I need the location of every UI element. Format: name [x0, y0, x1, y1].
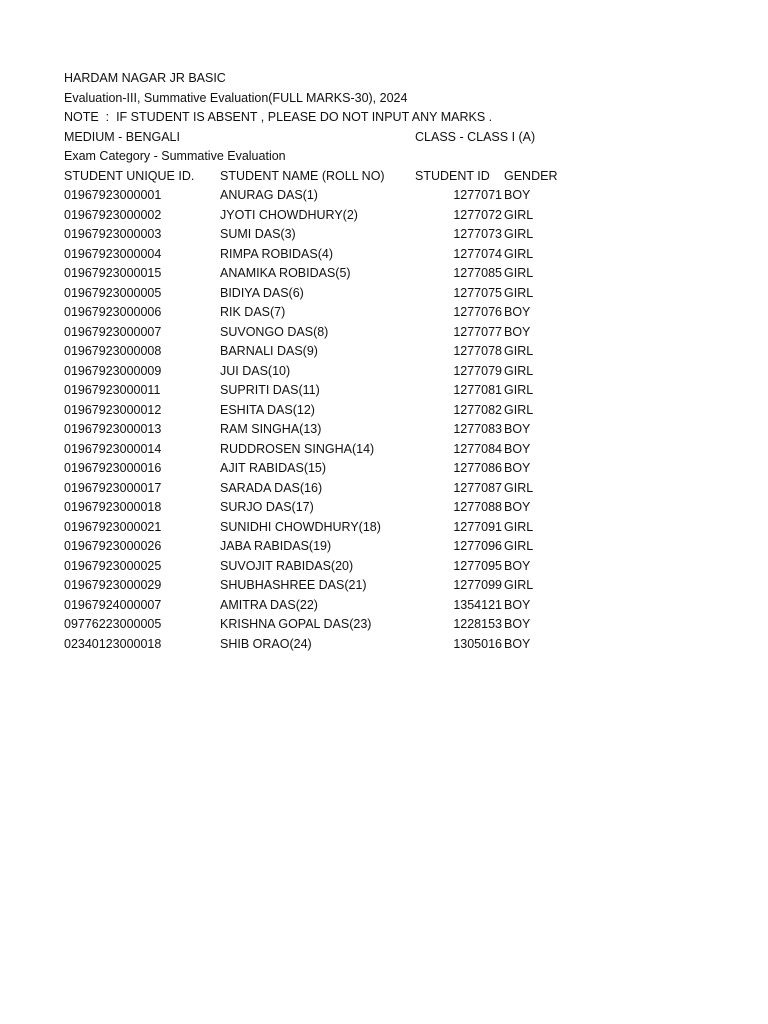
student-name: RIK DAS(7) — [220, 305, 286, 319]
column-header-unique-id: STUDENT UNIQUE ID. — [64, 168, 195, 183]
student-name: SUVONGO DAS(8) — [220, 324, 329, 339]
table-row — [64, 245, 624, 265]
absent-note: NOTE : IF STUDENT IS ABSENT , PLEASE DO NOT INPUT ANY MARKS . — [64, 110, 493, 124]
student-name: SHIB ORAO(24) — [220, 636, 312, 651]
table-row — [64, 206, 624, 226]
student-gender: BOY — [504, 461, 531, 475]
school-name-row — [64, 69, 624, 89]
column-header-student-name: STUDENT NAME (ROLL NO) — [220, 168, 385, 183]
student-id: 1277096 — [453, 539, 502, 553]
column-header-gender: GENDER — [504, 168, 558, 183]
student-name: KRISHNA GOPAL DAS(23) — [220, 617, 372, 631]
student-name: SUPRITI DAS(11) — [220, 383, 320, 397]
table-row — [64, 186, 624, 206]
note-row — [64, 108, 624, 128]
student-unique-id: 09776223000005 — [64, 617, 162, 631]
table-row — [64, 615, 624, 635]
student-name: AMITRA DAS(22) — [220, 597, 318, 612]
student-unique-id: 01967923000002 — [64, 207, 162, 222]
medium-class-row — [64, 128, 624, 148]
student-gender: BOY — [504, 597, 531, 612]
student-gender: BOY — [504, 617, 531, 631]
student-name: SARADA DAS(16) — [220, 480, 323, 495]
student-gender: GIRL — [504, 578, 534, 592]
student-id: 1277076 — [453, 305, 502, 319]
table-row — [64, 225, 624, 245]
table-row — [64, 342, 624, 362]
student-name: SUVOJIT RABIDAS(20) — [220, 558, 354, 573]
student-id: 1277074 — [453, 246, 502, 261]
student-unique-id: 01967923000026 — [64, 539, 162, 553]
student-unique-id: 01967923000005 — [64, 285, 162, 300]
student-gender: GIRL — [504, 363, 534, 378]
student-gender: BOY — [504, 188, 531, 202]
student-unique-id: 01967923000015 — [64, 266, 162, 280]
student-id: 1305016 — [453, 636, 502, 651]
student-id: 1228153 — [453, 617, 502, 631]
student-id: 1277081 — [453, 383, 502, 397]
student-id: 1277091 — [453, 519, 502, 534]
student-id: 1277077 — [453, 324, 502, 339]
column-header-student-id: STUDENT ID — [415, 168, 490, 183]
table-row — [64, 440, 624, 460]
student-gender: GIRL — [504, 539, 534, 553]
student-gender: GIRL — [504, 246, 534, 261]
table-row — [64, 264, 624, 284]
student-gender: GIRL — [504, 227, 534, 241]
student-name: BIDIYA DAS(6) — [220, 285, 304, 300]
class-label: CLASS - CLASS I (A) — [415, 129, 536, 144]
student-unique-id: 01967923000025 — [64, 558, 162, 573]
student-id: 1277084 — [453, 441, 502, 456]
student-unique-id: 01967923000011 — [64, 383, 161, 397]
student-id: 1277085 — [453, 266, 502, 280]
table-row — [64, 576, 624, 596]
student-name: RUDDROSEN SINGHA(14) — [220, 441, 375, 456]
student-id: 1277082 — [453, 402, 502, 417]
student-id: 1277075 — [453, 285, 502, 300]
student-name: ANAMIKA ROBIDAS(5) — [220, 266, 351, 280]
student-gender: GIRL — [504, 519, 534, 534]
student-name: RAM SINGHA(13) — [220, 422, 322, 436]
student-unique-id: 01967923000013 — [64, 422, 162, 436]
student-id: 1277083 — [453, 422, 502, 436]
student-id: 1277087 — [453, 480, 502, 495]
student-gender: GIRL — [504, 207, 534, 222]
student-name: JYOTI CHOWDHURY(2) — [220, 207, 358, 222]
student-unique-id: 01967923000008 — [64, 344, 162, 358]
table-row — [64, 420, 624, 440]
student-unique-id: 01967923000001 — [64, 188, 162, 202]
medium-label: MEDIUM - BENGALI — [64, 129, 180, 144]
student-unique-id: 01967923000029 — [64, 578, 162, 592]
student-name: AJIT RABIDAS(15) — [220, 461, 327, 475]
table-row — [64, 401, 624, 421]
student-name: SUNIDHI CHOWDHURY(18) — [220, 519, 381, 534]
table-row — [64, 303, 624, 323]
student-gender: GIRL — [504, 344, 534, 358]
student-unique-id: 01967923000012 — [64, 402, 162, 417]
student-unique-id: 01967923000017 — [64, 480, 162, 495]
table-row — [64, 323, 624, 343]
student-unique-id: 01967923000004 — [64, 246, 162, 261]
student-name: JUI DAS(10) — [220, 363, 291, 378]
student-unique-id: 02340123000018 — [64, 636, 162, 651]
student-gender: GIRL — [504, 266, 534, 280]
student-id: 1277073 — [453, 227, 502, 241]
exam-category-row — [64, 147, 624, 167]
student-unique-id: 01967923000009 — [64, 363, 162, 378]
student-unique-id: 01967923000016 — [64, 461, 162, 475]
table-row — [64, 479, 624, 499]
student-name: JABA RABIDAS(19) — [220, 539, 332, 553]
student-gender: BOY — [504, 558, 531, 573]
table-row — [64, 362, 624, 382]
student-table-body — [64, 186, 624, 654]
student-name: ESHITA DAS(12) — [220, 402, 315, 417]
student-id: 1277095 — [453, 558, 502, 573]
table-row — [64, 596, 624, 616]
student-unique-id: 01967923000003 — [64, 227, 162, 241]
student-id: 1277071 — [453, 188, 502, 202]
student-unique-id: 01967923000007 — [64, 324, 162, 339]
student-id: 1277078 — [453, 344, 502, 358]
student-list-sheet — [64, 69, 624, 654]
student-unique-id: 01967923000006 — [64, 305, 162, 319]
evaluation-title: Evaluation-III, Summative Evaluation(FULL MARKS-30), 2024 — [64, 90, 408, 105]
table-row — [64, 284, 624, 304]
student-id: 1354121 — [453, 597, 502, 612]
table-row — [64, 459, 624, 479]
student-name: RIMPA ROBIDAS(4) — [220, 246, 333, 261]
student-unique-id: 01967923000018 — [64, 500, 162, 514]
evaluation-title-row — [64, 89, 624, 109]
student-id: 1277099 — [453, 578, 502, 592]
student-gender: GIRL — [504, 383, 534, 397]
student-gender: GIRL — [504, 285, 534, 300]
student-id: 1277086 — [453, 461, 502, 475]
student-name: ANURAG DAS(1) — [220, 188, 318, 202]
student-name: SURJO DAS(17) — [220, 500, 314, 514]
student-gender: GIRL — [504, 402, 534, 417]
student-name: SUMI DAS(3) — [220, 227, 296, 241]
table-row — [64, 557, 624, 577]
table-row — [64, 518, 624, 538]
student-unique-id: 01967923000021 — [64, 519, 162, 534]
student-gender: BOY — [504, 636, 531, 651]
table-row — [64, 381, 624, 401]
student-gender: GIRL — [504, 480, 534, 495]
student-gender: BOY — [504, 324, 531, 339]
table-row — [64, 635, 624, 655]
student-unique-id: 01967924000007 — [64, 597, 162, 612]
student-id: 1277072 — [453, 207, 502, 222]
school-name: HARDAM NAGAR JR BASIC — [64, 71, 226, 85]
student-gender: BOY — [504, 422, 531, 436]
table-header-row — [64, 167, 624, 187]
exam-category: Exam Category - Summative Evaluation — [64, 149, 286, 163]
student-id: 1277079 — [453, 363, 502, 378]
table-row — [64, 537, 624, 557]
student-gender: BOY — [504, 441, 531, 456]
student-gender: BOY — [504, 305, 531, 319]
student-name: SHUBHASHREE DAS(21) — [220, 578, 367, 592]
student-unique-id: 01967923000014 — [64, 441, 162, 456]
student-name: BARNALI DAS(9) — [220, 344, 318, 358]
table-row — [64, 498, 624, 518]
student-gender: BOY — [504, 500, 531, 514]
student-id: 1277088 — [453, 500, 502, 514]
